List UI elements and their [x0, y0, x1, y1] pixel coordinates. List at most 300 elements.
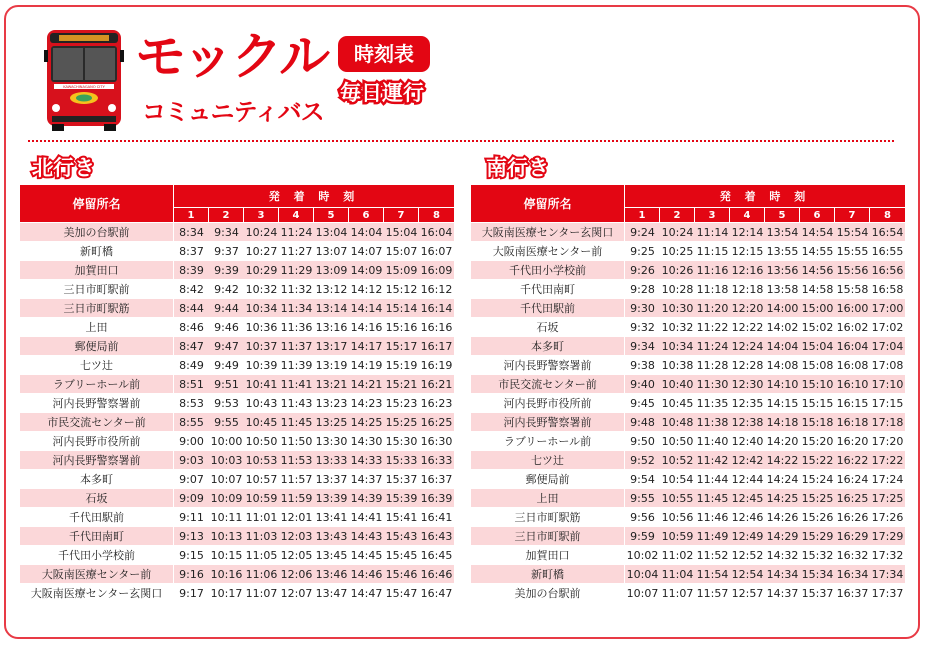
table-row: [471, 489, 905, 507]
stop-name: ラブリーホール前: [20, 375, 174, 393]
departure-time: 15:37: [800, 584, 835, 602]
departure-time: 10:17: [209, 584, 244, 602]
departure-time: 15:16: [384, 318, 419, 336]
departure-time: 16:58: [870, 280, 905, 298]
departure-time: 13:43: [314, 527, 349, 545]
departure-time: 10:55: [660, 489, 695, 507]
departure-time: 9:56: [625, 508, 660, 526]
departure-time: 16:15: [835, 394, 870, 412]
departure-time: 11:07: [660, 584, 695, 602]
departure-time: 14:08: [765, 356, 800, 374]
departure-time: 14:45: [349, 546, 384, 564]
departure-time: 15:32: [800, 546, 835, 564]
departure-time: 11:06: [244, 565, 279, 583]
stop-name: 大阪南医療センター前: [471, 242, 625, 260]
table-row: [20, 223, 454, 241]
departure-time: 9:30: [625, 299, 660, 317]
departure-time: 11:15: [695, 242, 730, 260]
departure-time: 12:30: [730, 375, 765, 393]
northbound-title: 北行き: [32, 156, 95, 180]
departure-time: 13:30: [314, 432, 349, 450]
departure-time: 11:05: [244, 546, 279, 564]
departure-time: 13:45: [314, 546, 349, 564]
departure-time: 10:26: [660, 261, 695, 279]
stop-name: 大阪南医療センター玄関口: [471, 223, 625, 241]
departure-time: 13:04: [314, 223, 349, 241]
stop-name: 千代田小学校前: [20, 546, 174, 564]
stop-header: 停留所名: [471, 185, 625, 222]
departure-time: 15:00: [800, 299, 835, 317]
departure-time: 10:57: [244, 470, 279, 488]
departure-time: 14:34: [765, 565, 800, 583]
table-row: [471, 280, 905, 298]
time-header: 発 着 時 刻: [174, 185, 454, 207]
stop-name: 三日市町駅筋: [471, 508, 625, 526]
departure-time: 16:07: [419, 242, 454, 260]
departure-time: 9:50: [625, 432, 660, 450]
stop-name: 市民交流センター前: [471, 375, 625, 393]
departure-time: 10:39: [244, 356, 279, 374]
departure-time: 8:47: [174, 337, 209, 355]
departure-time: 16:16: [419, 318, 454, 336]
departure-time: 15:21: [384, 375, 419, 393]
trip-number: 5: [314, 208, 349, 222]
departure-time: 11:03: [244, 527, 279, 545]
departure-time: 10:59: [244, 489, 279, 507]
departure-time: 9:13: [174, 527, 209, 545]
departure-time: 9:16: [174, 565, 209, 583]
stop-name: 上田: [471, 489, 625, 507]
stop-name: 大阪南医療センター前: [20, 565, 174, 583]
departure-time: 9:44: [209, 299, 244, 317]
departure-time: 12:54: [730, 565, 765, 583]
departure-time: 15:33: [384, 451, 419, 469]
departure-time: 13:55: [765, 242, 800, 260]
table-row: [471, 299, 905, 317]
departure-time: 14:41: [349, 508, 384, 526]
departure-time: 15:43: [384, 527, 419, 545]
departure-time: 10:13: [209, 527, 244, 545]
departure-time: 12:14: [730, 223, 765, 241]
departure-time: 17:08: [870, 356, 905, 374]
departure-time: 16:04: [419, 223, 454, 241]
departure-time: 16:21: [419, 375, 454, 393]
stop-name: 千代田南町: [471, 280, 625, 298]
departure-time: 10:24: [660, 223, 695, 241]
departure-time: 13:39: [314, 489, 349, 507]
stop-name: 河内長野警察署前: [471, 356, 625, 374]
departure-time: 10:38: [660, 356, 695, 374]
departure-time: 11:20: [695, 299, 730, 317]
departure-time: 16:45: [419, 546, 454, 564]
table-row: [471, 261, 905, 279]
departure-time: 15:47: [384, 584, 419, 602]
departure-time: 8:34: [174, 223, 209, 241]
departure-time: 12:44: [730, 470, 765, 488]
departure-time: 11:53: [279, 451, 314, 469]
daily-service-label: 毎日運行: [340, 81, 424, 105]
stop-name: 市民交流センター前: [20, 413, 174, 431]
departure-time: 14:15: [765, 394, 800, 412]
departure-time: 14:23: [349, 394, 384, 412]
trip-number: 3: [244, 208, 279, 222]
departure-time: 11:30: [695, 375, 730, 393]
departure-time: 14:46: [349, 565, 384, 583]
departure-time: 11:27: [279, 242, 314, 260]
departure-time: 13:14: [314, 299, 349, 317]
stop-name: 新町橋: [471, 565, 625, 583]
departure-time: 8:46: [174, 318, 209, 336]
departure-time: 16:00: [835, 299, 870, 317]
departure-time: 10:03: [209, 451, 244, 469]
departure-time: 11:22: [695, 318, 730, 336]
departure-time: 11:50: [279, 432, 314, 450]
departure-time: 15:22: [800, 451, 835, 469]
departure-time: 15:55: [835, 242, 870, 260]
departure-time: 16:19: [419, 356, 454, 374]
departure-time: 16:37: [835, 584, 870, 602]
stop-name: 千代田南町: [20, 527, 174, 545]
table-row: [471, 318, 905, 336]
departure-time: 16:08: [835, 356, 870, 374]
departure-time: 14:12: [349, 280, 384, 298]
departure-time: 12:49: [730, 527, 765, 545]
timetable-badge: 時刻表: [338, 36, 430, 72]
departure-time: 13:17: [314, 337, 349, 355]
departure-time: 10:00: [209, 432, 244, 450]
departure-time: 10:53: [244, 451, 279, 469]
departure-time: 17:25: [870, 489, 905, 507]
trip-number: 2: [660, 208, 695, 222]
table-row: [471, 432, 905, 450]
departure-time: 14:00: [765, 299, 800, 317]
departure-time: 9:52: [625, 451, 660, 469]
stop-name: 郵便局前: [20, 337, 174, 355]
departure-time: 15:34: [800, 565, 835, 583]
departure-time: 14:09: [349, 261, 384, 279]
table-row: [20, 280, 454, 298]
departure-time: 10:41: [244, 375, 279, 393]
departure-time: 10:59: [660, 527, 695, 545]
stop-name: 美加の台駅前: [471, 584, 625, 602]
table-row: [20, 413, 454, 431]
departure-time: 16:34: [835, 565, 870, 583]
departure-time: 11:45: [279, 413, 314, 431]
table-row: [471, 584, 905, 602]
departure-time: 11:54: [695, 565, 730, 583]
table-row: [471, 394, 905, 412]
trip-number: 1: [625, 208, 660, 222]
departure-time: 17:32: [870, 546, 905, 564]
departure-time: 12:40: [730, 432, 765, 450]
departure-time: 14:32: [765, 546, 800, 564]
departure-time: 10:48: [660, 413, 695, 431]
departure-time: 9:07: [174, 470, 209, 488]
departure-time: 9:46: [209, 318, 244, 336]
departure-time: 15:23: [384, 394, 419, 412]
departure-time: 17:00: [870, 299, 905, 317]
departure-time: 11:24: [279, 223, 314, 241]
trip-number: 2: [209, 208, 244, 222]
departure-time: 15:30: [384, 432, 419, 450]
departure-time: 10:36: [244, 318, 279, 336]
departure-time: 9:40: [625, 375, 660, 393]
departure-time: 9:51: [209, 375, 244, 393]
trip-number: 1: [174, 208, 209, 222]
departure-time: 11:37: [279, 337, 314, 355]
departure-time: 17:20: [870, 432, 905, 450]
stop-name: 新町橋: [20, 242, 174, 260]
table-row: [20, 299, 454, 317]
trip-number: 8: [419, 208, 454, 222]
departure-time: 11:32: [279, 280, 314, 298]
departure-time: 11:16: [695, 261, 730, 279]
departure-time: 14:43: [349, 527, 384, 545]
departure-time: 10:02: [625, 546, 660, 564]
departure-time: 11:41: [279, 375, 314, 393]
departure-time: 14:04: [349, 223, 384, 241]
departure-time: 8:42: [174, 280, 209, 298]
departure-time: 17:24: [870, 470, 905, 488]
departure-time: 13:46: [314, 565, 349, 583]
table-row: [20, 527, 454, 545]
table-row: [20, 394, 454, 412]
departure-time: 17:18: [870, 413, 905, 431]
departure-time: 9:32: [625, 318, 660, 336]
departure-time: 11:52: [695, 546, 730, 564]
departure-time: 14:10: [765, 375, 800, 393]
departure-time: 10:34: [244, 299, 279, 317]
departure-time: 14:19: [349, 356, 384, 374]
departure-time: 14:25: [765, 489, 800, 507]
trip-number: 7: [384, 208, 419, 222]
departure-time: 10:29: [244, 261, 279, 279]
departure-time: 15:10: [800, 375, 835, 393]
stop-name: 郵便局前: [471, 470, 625, 488]
departure-time: 10:07: [209, 470, 244, 488]
departure-time: 13:54: [765, 223, 800, 241]
departure-time: 14:55: [800, 242, 835, 260]
departure-time: 11:46: [695, 508, 730, 526]
departure-time: 11:39: [279, 356, 314, 374]
departure-time: 9:55: [625, 489, 660, 507]
departure-time: 16:54: [870, 223, 905, 241]
departure-time: 11:02: [660, 546, 695, 564]
departure-time: 11:29: [279, 261, 314, 279]
departure-time: 13:07: [314, 242, 349, 260]
southbound-timetable: [471, 184, 905, 603]
departure-time: 10:28: [660, 280, 695, 298]
departure-time: 13:12: [314, 280, 349, 298]
departure-time: 11:49: [695, 527, 730, 545]
departure-time: 14:24: [765, 470, 800, 488]
departure-time: 9:15: [174, 546, 209, 564]
departure-time: 9:59: [625, 527, 660, 545]
departure-time: 9:49: [209, 356, 244, 374]
departure-time: 10:07: [625, 584, 660, 602]
departure-time: 15:04: [384, 223, 419, 241]
dotted-divider: [28, 140, 894, 142]
bus-sign-text: KAWACHINAGANO CITY: [63, 85, 105, 89]
departure-time: 16:39: [419, 489, 454, 507]
departure-time: 9:11: [174, 508, 209, 526]
departure-time: 15:24: [800, 470, 835, 488]
departure-time: 9:39: [209, 261, 244, 279]
departure-time: 15:07: [384, 242, 419, 260]
table-row: [471, 508, 905, 526]
departure-time: 12:20: [730, 299, 765, 317]
departure-time: 8:44: [174, 299, 209, 317]
departure-time: 10:37: [244, 337, 279, 355]
departure-time: 16:25: [419, 413, 454, 431]
departure-time: 13:33: [314, 451, 349, 469]
departure-time: 8:53: [174, 394, 209, 412]
departure-time: 10:27: [244, 242, 279, 260]
departure-time: 16:25: [835, 489, 870, 507]
table-row: [20, 508, 454, 526]
table-row: [20, 432, 454, 450]
departure-time: 12:16: [730, 261, 765, 279]
table-row: [20, 356, 454, 374]
departure-time: 12:03: [279, 527, 314, 545]
departure-time: 16:55: [870, 242, 905, 260]
trip-number: 7: [835, 208, 870, 222]
departure-time: 14:18: [765, 413, 800, 431]
departure-time: 15:15: [800, 394, 835, 412]
departure-time: 11:36: [279, 318, 314, 336]
departure-time: 16:17: [419, 337, 454, 355]
departure-time: 14:39: [349, 489, 384, 507]
departure-time: 12:45: [730, 489, 765, 507]
stop-name: 美加の台駅前: [20, 223, 174, 241]
departure-time: 9:55: [209, 413, 244, 431]
departure-time: 14:30: [349, 432, 384, 450]
departure-time: 16:14: [419, 299, 454, 317]
departure-time: 9:34: [209, 223, 244, 241]
table-row: [471, 375, 905, 393]
departure-time: 10:50: [244, 432, 279, 450]
bus-illustration: [44, 28, 124, 132]
departure-time: 9:53: [209, 394, 244, 412]
departure-time: 13:19: [314, 356, 349, 374]
departure-time: 9:38: [625, 356, 660, 374]
departure-time: 17:04: [870, 337, 905, 355]
departure-time: 13:47: [314, 584, 349, 602]
stop-name: 上田: [20, 318, 174, 336]
departure-time: 10:04: [625, 565, 660, 583]
departure-time: 11:40: [695, 432, 730, 450]
departure-time: 13:56: [765, 261, 800, 279]
departure-time: 14:04: [765, 337, 800, 355]
departure-time: 9:09: [174, 489, 209, 507]
departure-time: 15:04: [800, 337, 835, 355]
departure-time: 12:46: [730, 508, 765, 526]
departure-time: 17:37: [870, 584, 905, 602]
departure-time: 11:07: [244, 584, 279, 602]
departure-time: 16:29: [835, 527, 870, 545]
departure-time: 14:54: [800, 223, 835, 241]
departure-time: 15:19: [384, 356, 419, 374]
departure-time: 12:07: [279, 584, 314, 602]
table-row: [20, 318, 454, 336]
departure-time: 15:25: [800, 489, 835, 507]
departure-time: 9:48: [625, 413, 660, 431]
stop-name: 三日市町駅前: [471, 527, 625, 545]
stop-name: 大阪南医療センター玄関口: [20, 584, 174, 602]
trip-number: 3: [695, 208, 730, 222]
departure-time: 16:56: [870, 261, 905, 279]
table-row: [471, 546, 905, 564]
brand-title: モックル: [135, 28, 328, 87]
departure-time: 15:20: [800, 432, 835, 450]
departure-time: 14:33: [349, 451, 384, 469]
table-row: [20, 546, 454, 564]
departure-time: 15:39: [384, 489, 419, 507]
stop-name: 本多町: [471, 337, 625, 355]
departure-time: 15:56: [835, 261, 870, 279]
departure-time: 11:24: [695, 337, 730, 355]
stop-name: 七ツ辻: [20, 356, 174, 374]
table-row: [471, 413, 905, 431]
departure-time: 10:30: [660, 299, 695, 317]
departure-time: 11:57: [695, 584, 730, 602]
table-row: [20, 470, 454, 488]
trip-number: 8: [870, 208, 905, 222]
departure-time: 16:10: [835, 375, 870, 393]
departure-time: 12:22: [730, 318, 765, 336]
table-row: [20, 451, 454, 469]
departure-time: 11:34: [279, 299, 314, 317]
table-row: [471, 451, 905, 469]
departure-time: 8:39: [174, 261, 209, 279]
table-row: [471, 242, 905, 260]
departure-time: 16:22: [835, 451, 870, 469]
departure-time: 13:37: [314, 470, 349, 488]
departure-time: 15:37: [384, 470, 419, 488]
departure-time: 10:09: [209, 489, 244, 507]
stop-name: 河内長野市役所前: [471, 394, 625, 412]
departure-time: 10:32: [660, 318, 695, 336]
table-row: [20, 375, 454, 393]
departure-time: 12:57: [730, 584, 765, 602]
table-row: [20, 489, 454, 507]
departure-time: 10:43: [244, 394, 279, 412]
departure-time: 15:41: [384, 508, 419, 526]
departure-time: 9:24: [625, 223, 660, 241]
departure-time: 16:32: [835, 546, 870, 564]
departure-time: 9:47: [209, 337, 244, 355]
table-row: [471, 337, 905, 355]
stop-name: 千代田小学校前: [471, 261, 625, 279]
departure-time: 15:26: [800, 508, 835, 526]
trip-number: 6: [349, 208, 384, 222]
departure-time: 13:21: [314, 375, 349, 393]
departure-time: 12:52: [730, 546, 765, 564]
table-row: [471, 527, 905, 545]
departure-time: 9:37: [209, 242, 244, 260]
departure-time: 11:35: [695, 394, 730, 412]
departure-time: 11:01: [244, 508, 279, 526]
departure-time: 10:24: [244, 223, 279, 241]
departure-time: 9:45: [625, 394, 660, 412]
table-row: [20, 584, 454, 602]
departure-time: 10:52: [660, 451, 695, 469]
departure-time: 17:26: [870, 508, 905, 526]
departure-time: 16:04: [835, 337, 870, 355]
departure-time: 10:32: [244, 280, 279, 298]
departure-time: 11:57: [279, 470, 314, 488]
departure-time: 16:33: [419, 451, 454, 469]
